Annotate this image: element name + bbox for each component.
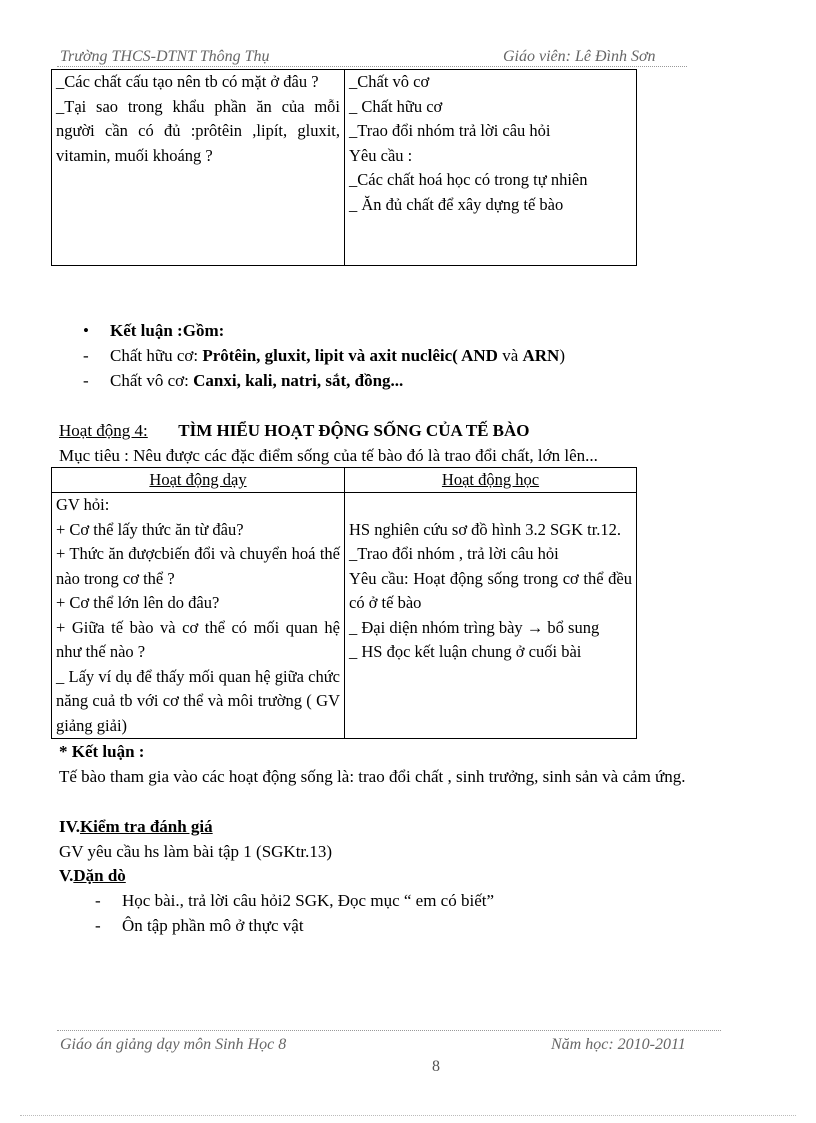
table2-right-line: _Trao đổi nhóm , trả lời câu hỏi: [349, 544, 559, 563]
conclusion-2: [59, 739, 729, 789]
table1-right-cell: [345, 70, 637, 266]
section-4-title: Kiểm tra đánh giá: [79, 817, 213, 836]
section-4-number: IV.: [59, 817, 80, 836]
table2-left-line: + Giữa tế bào và cơ thể có mối quan hệ như thế nào ?: [56, 617, 340, 661]
column-header: Hoạt động học: [345, 468, 637, 493]
section-4-text: GV yêu cầu hs làm bài tập 1 (SGKtr.13): [59, 842, 333, 861]
table1-right-line: _Chất vô cơ: [349, 72, 430, 91]
table1-right-line: _Trao đổi nhóm trả lời câu hỏi: [349, 121, 551, 140]
section-4: [59, 814, 729, 864]
table2-right-cell: [345, 493, 637, 739]
table1-right-line: _Các chất hoá học có trong tự nhiên: [349, 170, 588, 189]
list-item: [83, 318, 723, 343]
item-text: Prôtêin, gluxit, lipit và axit nuclêic(: [198, 346, 462, 365]
footer-course: Giáo án giảng dạy môn Sinh Học 8: [60, 1036, 287, 1053]
conclusion-1-title: Kết luận :Gồm:: [110, 321, 225, 340]
item-text: Canxi, kali, natri, sắt, đồng...: [188, 371, 404, 390]
conclusion-1: [83, 318, 723, 393]
dash-marker: -: [95, 891, 101, 910]
section-5: [59, 863, 729, 938]
list-item: [95, 888, 729, 913]
item-text: Ôn tập phần mô ở thực vật: [122, 916, 304, 935]
footer-divider: [57, 1030, 721, 1031]
section-5-title: Dặn dò: [73, 866, 126, 885]
activity-4-heading: [59, 418, 739, 443]
table1-left-line: _Các chất cấu tạo nên tb có mặt ở đâu ?: [56, 72, 319, 91]
table1-right-line: _ Chất hữu cơ: [349, 96, 443, 116]
header-school: Trường THCS-DTNT Thông Thụ: [60, 48, 270, 65]
list-item: [95, 913, 729, 938]
table1-right-line: _ Ăn đủ chất để xây dựng tế bào: [349, 194, 564, 214]
item-text: Học bài., trả lời câu hỏi2 SGK, Đọc mục “ em có biết”: [122, 891, 495, 910]
header-teacher: Giáo viên: Lê Đình Sơn: [503, 48, 656, 65]
footer-year: Năm học: 2010-2011: [551, 1036, 686, 1053]
section-5-number: V.: [59, 866, 74, 885]
content-table-1: [51, 69, 637, 266]
table-row: [52, 70, 637, 266]
content-table-2: [51, 467, 637, 739]
activity-4-objective: Mục tiêu : Nêu được các đặc điểm sống của tế bào đó là trao đổi chất, lớn lên...: [59, 446, 598, 465]
table2-left-line: _ Lấy ví dụ để thấy mối quan hệ giữa chức năng cuả tb với cơ thể và môi trường ( GV giảng giải): [56, 666, 340, 735]
header-divider: [57, 66, 687, 67]
table2-left-cell: [52, 493, 345, 739]
table2-left-line: GV hỏi:: [56, 495, 110, 514]
list-item: [83, 343, 723, 368]
item-bold-term: ARN: [522, 346, 560, 365]
activity-4-title: TÌM HIỂU HOẠT ĐỘNG SỐNG CỦA TẾ BÀO: [178, 421, 530, 440]
item-text: ): [559, 346, 566, 365]
table2-right-line: _ Đại diện nhóm trìng bày → bổ sung: [349, 617, 600, 637]
table2-left-line: + Cơ thể lớn lên do đâu?: [56, 593, 220, 612]
table1-right-line: Yêu cầu :: [349, 145, 413, 165]
table2-right-line: Yêu cầu: Hoạt động sống trong cơ thể đều có ở tế bào: [349, 568, 632, 612]
table-header-row: [52, 468, 637, 493]
table2-right-line: HS nghiên cứu sơ đồ hình 3.2 SGK tr.12.: [349, 519, 622, 539]
item-bold-term: AND: [461, 346, 498, 365]
column-header: Hoạt động dạy: [52, 468, 345, 493]
item-label: Chất vô cơ:: [110, 371, 189, 390]
dash-marker: -: [95, 916, 101, 935]
dash-marker: -: [83, 371, 89, 390]
table1-left-line: _Tại sao trong khẩu phần ăn của mỗi người cần có đủ :prôtêin ,lipít, gluxit, vitamin, muối khoáng ?: [56, 96, 340, 165]
table1-left-cell: [52, 70, 345, 266]
conclusion-2-text: Tế bào tham gia vào các hoạt động sống là: trao đổi chất , sinh trưởng, sinh sản và cảm ứng.: [59, 767, 686, 786]
table2-left-line: + Cơ thể lấy thức ăn từ đâu?: [56, 519, 244, 539]
table2-left-line: + Thức ăn đượcbiến đổi và chuyển hoá thế nào trong cơ thể ?: [56, 544, 340, 588]
page-bottom-divider: [20, 1115, 796, 1116]
activity-4-label: Hoạt động 4:: [59, 421, 148, 440]
page-number: 8: [432, 1058, 440, 1075]
table2-right-line: _ HS đọc kết luận chung ở cuối bài: [349, 642, 582, 661]
item-label: Chất hữu cơ:: [110, 346, 199, 365]
conclusion-2-title: * Kết luận :: [59, 742, 145, 761]
list-item: [83, 368, 723, 393]
bullet-icon: •: [83, 321, 89, 340]
dash-marker: -: [83, 346, 89, 365]
item-text: và: [497, 346, 523, 365]
table-row: [52, 493, 637, 739]
